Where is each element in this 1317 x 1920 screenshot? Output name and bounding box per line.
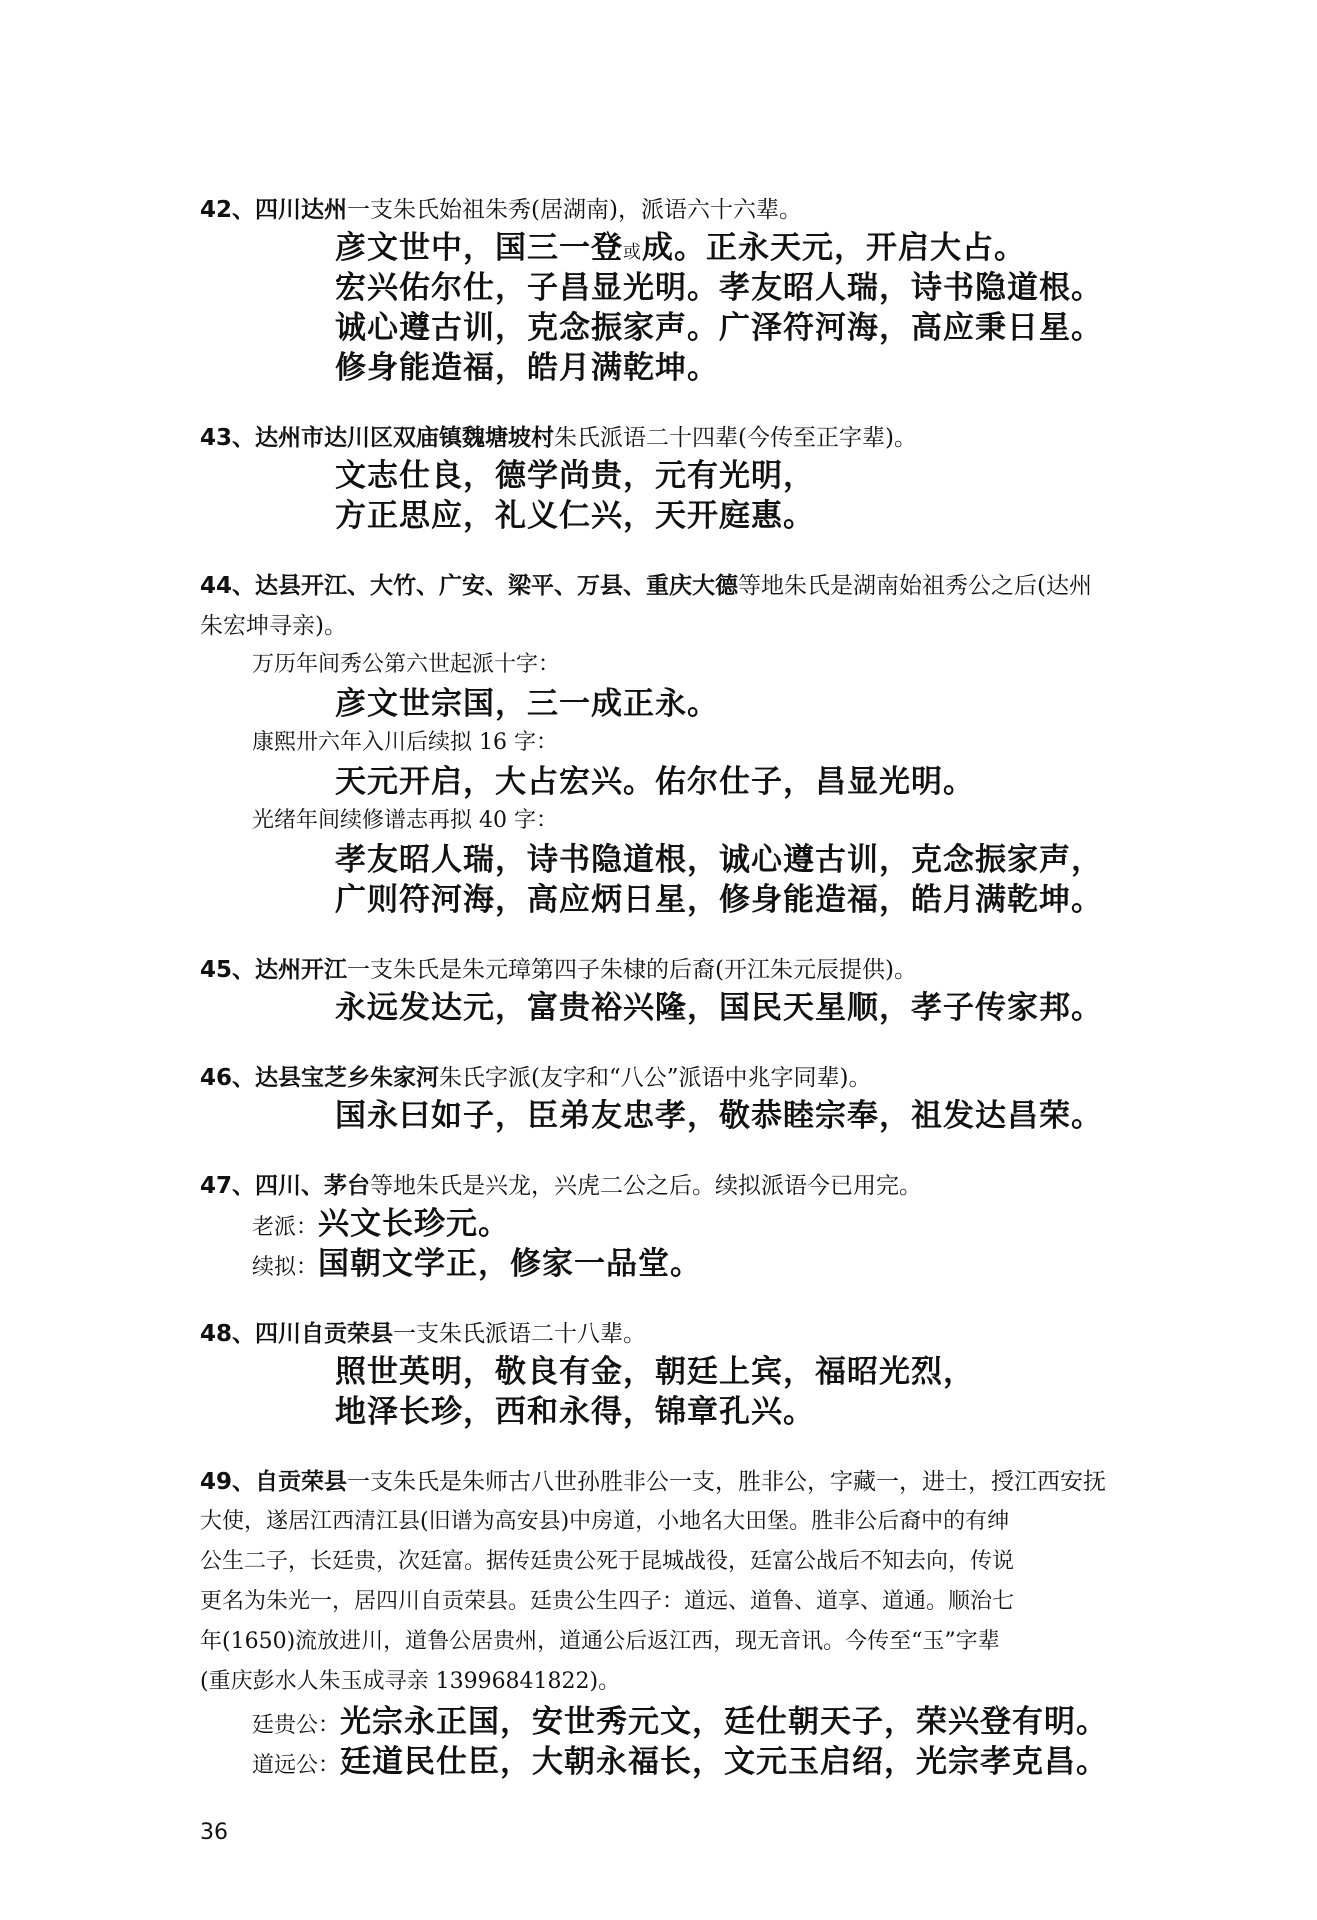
entry-45-place: 达州开江 xyxy=(255,957,348,983)
entry-44-heading-cont: 朱宏坤寻亲)。 xyxy=(200,613,347,639)
entry-49-para-2: 大使，遂居江西清江县(旧谱为高安县)中房道，小地名大田堡。胜非公后裔中的有绅 xyxy=(200,1509,1010,1534)
entry-42-verse-4: 修身能造福，皓月满乾坤。 xyxy=(335,350,719,386)
entry-44-note-2: 康熙卅六年入川后续拟 16 字： xyxy=(252,730,558,755)
entry-49-para-5: 年(1650)流放进川，道鲁公居贵州，道通公后返江西，现无音讯。今传至“玉”字辈 xyxy=(200,1629,1000,1654)
entry-44-place: 达县开江、大竹、广安、梁平、万县、重庆大德 xyxy=(255,573,739,599)
entry-42-verse-2: 宏兴佑尔仕，子昌显光明。孝友昭人瑞，诗书隐道根。 xyxy=(335,270,1103,306)
entry-49-para-4: 更名为朱光一，居四川自贡荣县。廷贵公生四子：道远、道鲁、道享、道通。顺治七 xyxy=(200,1589,1015,1614)
entry-49-heading xyxy=(200,1462,1230,1502)
entry-43-verse-2: 方正思应，礼义仁兴，天开庭惠。 xyxy=(335,498,815,534)
entry-44-note-3: 光绪年间续修谱志再拟 40 字： xyxy=(252,808,558,833)
verse-text: 彦文世中，国三一登 xyxy=(335,230,623,266)
entry-42-number: 42、 xyxy=(200,197,256,223)
entry-43-verse-1: 文志仕良，德学尚贵，元有光明， xyxy=(335,458,815,494)
entry-47-new-verse: 国朝文学正，修家一品堂。 xyxy=(318,1246,703,1282)
entry-44-verse-1: 彦文世宗国，三一成正永。 xyxy=(335,686,719,722)
entry-47-place: 四川、茅台 xyxy=(255,1173,371,1199)
entry-48-heading xyxy=(200,1314,1230,1354)
entry-49-verse-1: 光宗永正国，安世秀元文，廷仕朝天子，荣兴登有明。 xyxy=(340,1704,1109,1740)
entry-44-heading xyxy=(200,566,1230,606)
entry-42-heading xyxy=(200,190,1230,230)
entry-43-place: 达州市达川区双庙镇魏塘坡村 xyxy=(255,425,555,451)
entry-45-heading xyxy=(200,950,1230,990)
entry-49-desc: 一支朱氏是朱师古八世孙胜非公一支，胜非公，字藏一，进士，授江西安抚 xyxy=(347,1469,1107,1495)
entry-48-desc: 一支朱氏派语二十八辈。 xyxy=(393,1321,647,1347)
entry-45-desc: 一支朱氏是朱元璋第四子朱棣的后裔(开江朱元辰提供)。 xyxy=(347,957,917,983)
entry-49-label-1: 廷贵公： xyxy=(252,1713,341,1738)
entry-49-verse-2: 廷道民仕臣，大朝永福长，文元玉启绍，光宗孝克昌。 xyxy=(340,1744,1109,1780)
entry-43-desc: 朱氏派语二十四辈(今传至正字辈)。 xyxy=(554,425,917,451)
entry-49-para-3: 公生二子，长廷贵，次廷富。据传廷贵公死于昆城战役，廷富公战后不知去向，传说 xyxy=(200,1549,1015,1574)
entry-47-new-label: 续拟： xyxy=(252,1255,319,1280)
entry-46-place: 达县宝芝乡朱家河 xyxy=(255,1065,440,1091)
verse-text: 成。正永天元，开启大占。 xyxy=(642,230,1026,266)
entry-43-heading xyxy=(200,418,1230,458)
entry-49-para-6: (重庆彭水人朱玉成寻亲 13996841822)。 xyxy=(200,1669,621,1694)
entry-47-old-verse: 兴文长珍元。 xyxy=(318,1206,511,1242)
entry-49-label-2: 道远公： xyxy=(252,1753,341,1778)
entry-46-desc: 朱氏字派(友字和“八公”派语中兆字同辈)。 xyxy=(439,1065,872,1091)
entry-42-verse-3: 诚心遵古训，克念振家声。广泽符河海，高应秉日星。 xyxy=(335,310,1103,346)
entry-48-number: 48、 xyxy=(200,1321,256,1347)
entry-47-desc: 等地朱氏是兴龙，兴虎二公之后。续拟派语今已用完。 xyxy=(370,1173,923,1199)
entry-47-new-line xyxy=(252,1244,702,1288)
entry-44-note-1: 万历年间秀公第六世起派十字： xyxy=(252,652,561,677)
page-number: 36 xyxy=(200,1820,228,1845)
entry-48-verse-2: 地泽长珍，西和永得，锦章孔兴。 xyxy=(335,1394,815,1430)
entry-49-line-1 xyxy=(252,1702,1108,1746)
entry-47-number: 47、 xyxy=(200,1173,256,1199)
entry-46-verse-1: 国永曰如子，臣弟友忠孝，敬恭睦宗奉，祖发达昌荣。 xyxy=(335,1098,1103,1134)
entry-48-place: 四川自贡荣县 xyxy=(255,1321,394,1347)
entry-44-desc: 等地朱氏是湖南始祖秀公之后(达州 xyxy=(738,573,1092,599)
entry-46-number: 46、 xyxy=(200,1065,256,1091)
entry-44-number: 44、 xyxy=(200,573,256,599)
entry-47-old-label: 老派： xyxy=(252,1215,319,1240)
entry-44-verse-4: 广则符河海，高应炳日星，修身能造福，皓月满乾坤。 xyxy=(335,882,1103,918)
entry-43-number: 43、 xyxy=(200,425,256,451)
entry-49-place: 自贡荣县 xyxy=(255,1469,348,1495)
entry-47-heading xyxy=(200,1166,1230,1206)
verse-alt-mark: 或 xyxy=(623,242,642,263)
entry-48-verse-1: 照世英明，敬良有金，朝廷上宾，福昭光烈， xyxy=(335,1354,975,1390)
entry-49-number: 49、 xyxy=(200,1469,256,1495)
entry-49-line-2 xyxy=(252,1742,1108,1786)
entry-45-verse-1: 永远发达元，富贵裕兴隆，国民天星顺，孝子传家邦。 xyxy=(335,990,1103,1026)
entry-45-number: 45、 xyxy=(200,957,256,983)
entry-42-verse-1 xyxy=(335,228,1026,273)
entry-42-place: 四川达州 xyxy=(255,197,348,223)
entry-47-old-line xyxy=(252,1204,510,1248)
entry-46-heading xyxy=(200,1058,1230,1098)
entry-44-verse-3: 孝友昭人瑞，诗书隐道根，诚心遵古训，克念振家声， xyxy=(335,842,1103,878)
entry-42-desc: 一支朱氏始祖朱秀(居湖南)，派语六十六辈。 xyxy=(347,197,802,223)
entry-44-verse-2: 天元开启，大占宏兴。佑尔仕子，昌显光明。 xyxy=(335,764,975,800)
